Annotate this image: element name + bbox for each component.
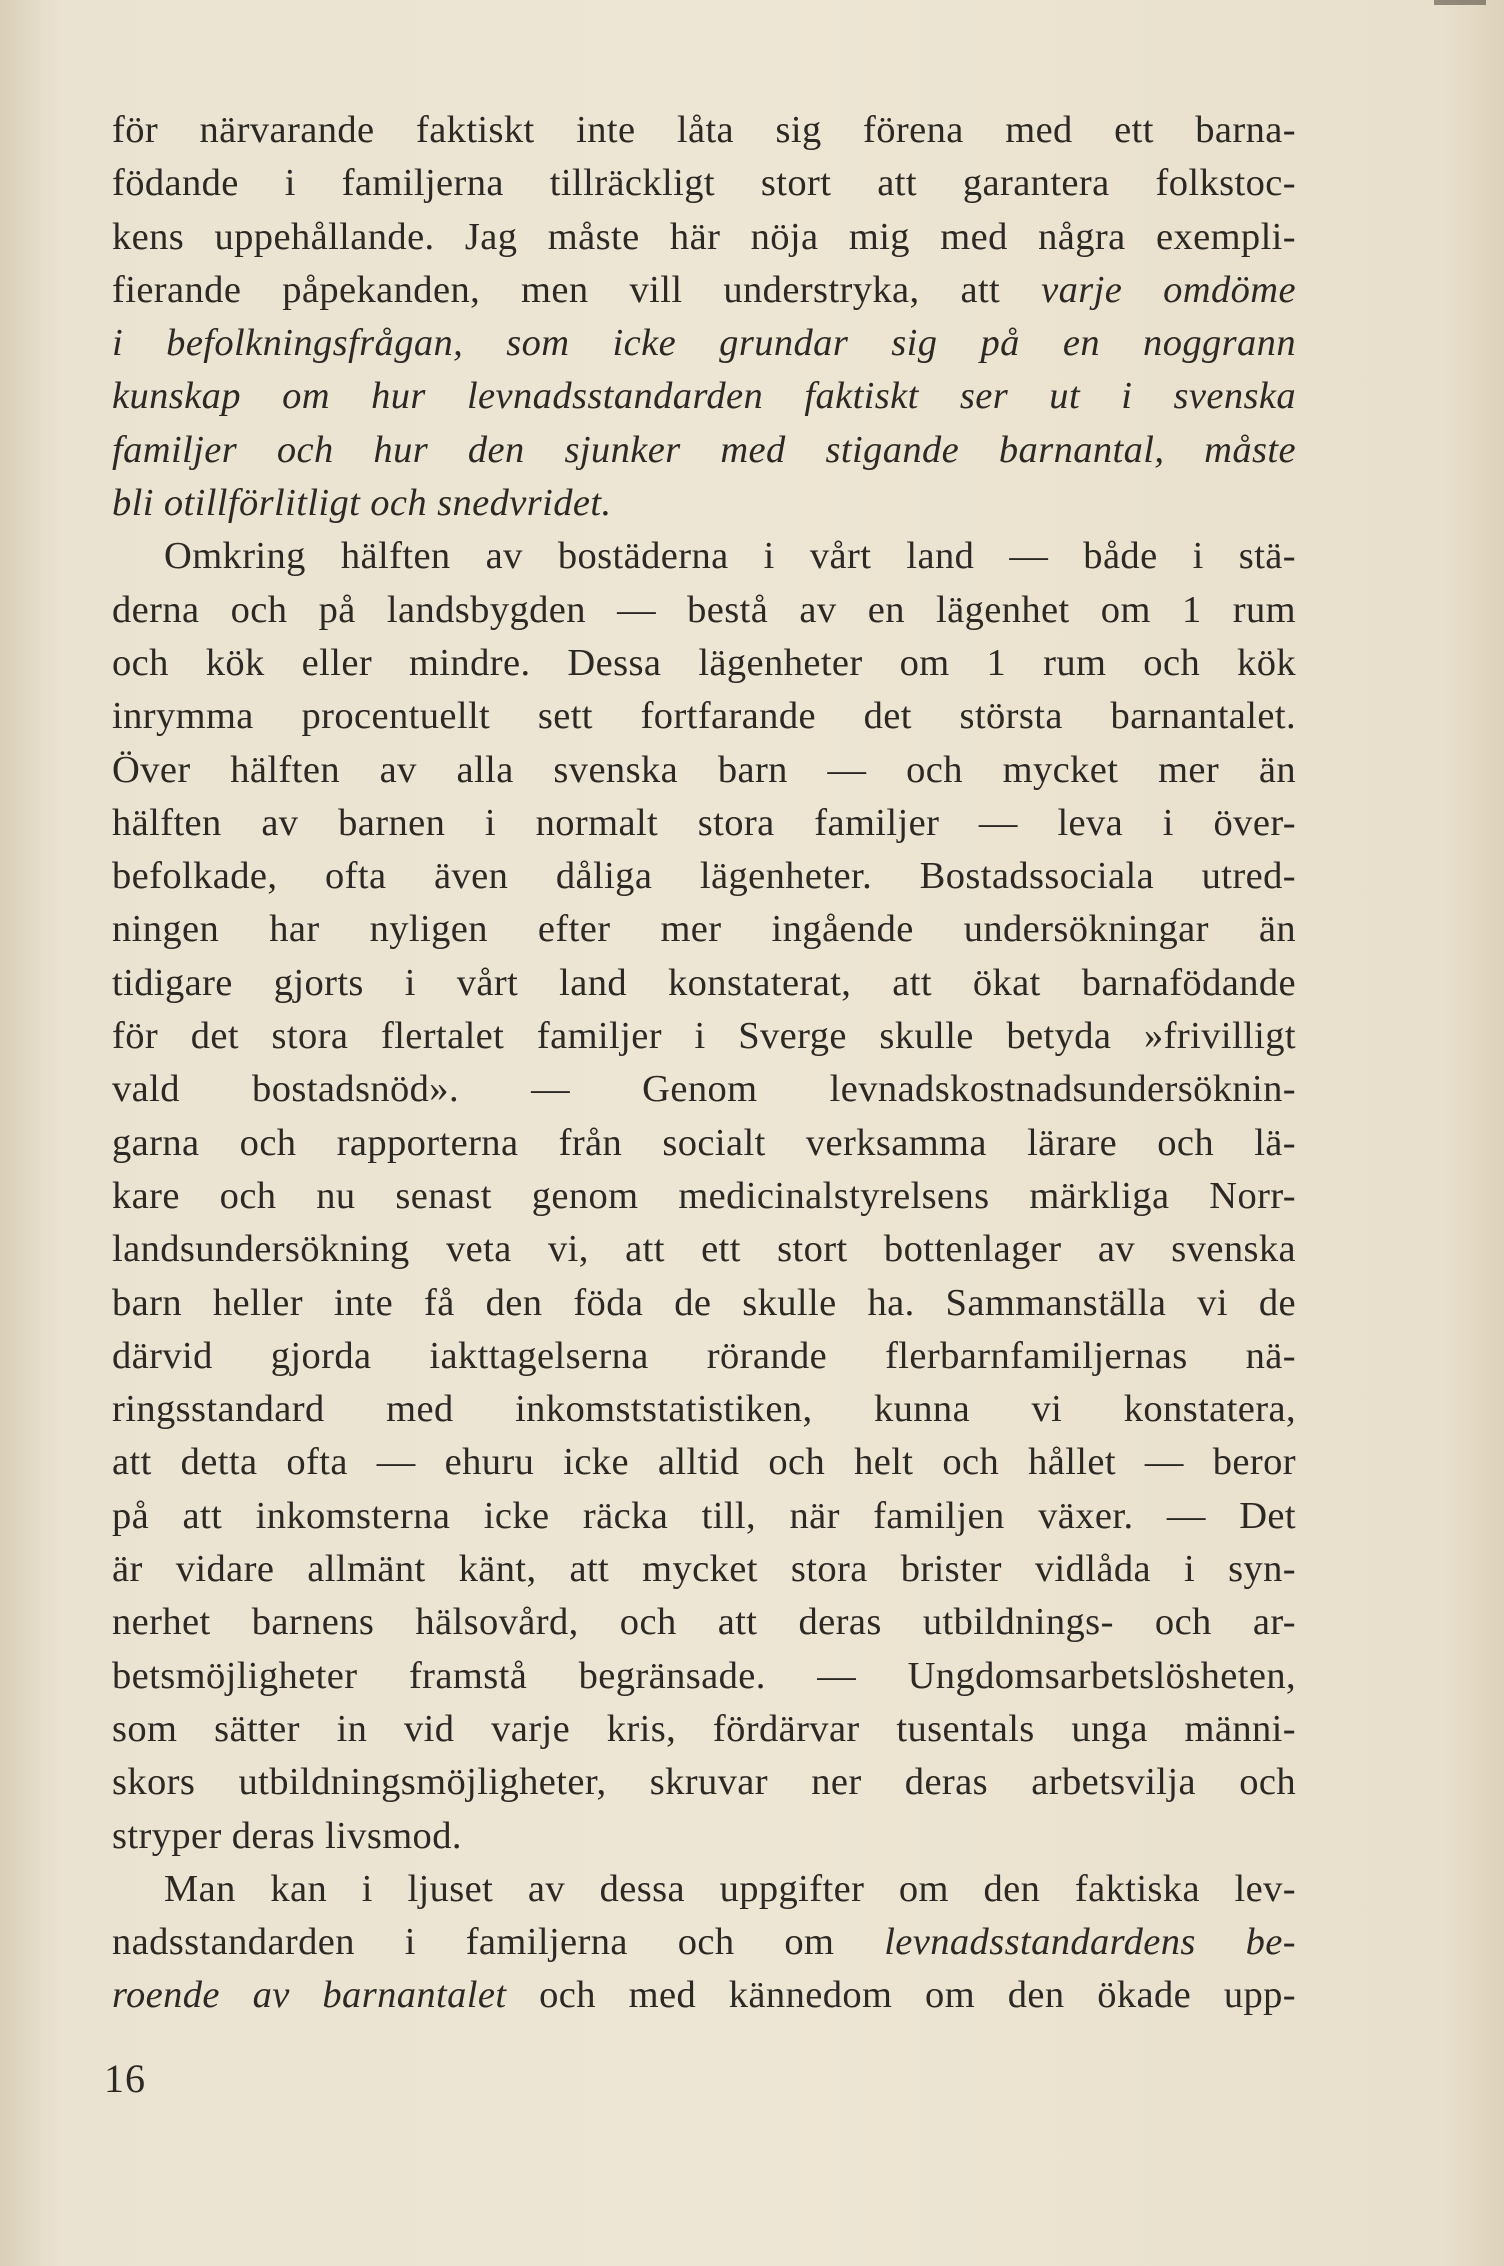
text-line: tidigare gjorts i vårt land konstaterat, att ökat barnafödande xyxy=(112,961,1296,1004)
text-line: och kök eller mindre. Dessa lägenheter om 1 rum och kök xyxy=(112,641,1296,684)
text-line: kens uppehållande. Jag måste här nöja mig med några exempli- xyxy=(112,215,1296,258)
text-line: kunskap om hur levnadsstandarden faktiskt ser ut i svenska xyxy=(112,375,1296,418)
text-line: kare och nu senast genom medicinalstyrelsens märkliga Norr- xyxy=(112,1174,1296,1217)
text-line: fierande påpekanden, men vill understryka, att varje omdöme xyxy=(112,268,1297,311)
text-line: Man kan i ljuset av dessa uppgifter om den faktiska lev- xyxy=(164,1867,1296,1910)
text-line: på att inkomsterna icke räcka till, när familjen växer. — Det xyxy=(112,1494,1296,1537)
text-line: skors utbildningsmöjligheter, skruvar ner deras arbetsvilja och xyxy=(112,1761,1296,1804)
body-text xyxy=(112,104,1296,2023)
text-line: hälften av barnen i normalt stora familjer — leva i över- xyxy=(112,801,1296,844)
text-line: inrymma procentuellt sett fortfarande det största barnantalet. xyxy=(112,695,1296,738)
text-line: bli otillförlitligt och snedvridet. xyxy=(112,482,612,525)
text-line: derna och på landsbygden — bestå av en lägenhet om 1 rum xyxy=(112,588,1296,631)
text-line: befolkade, ofta även dåliga lägenheter. Bostadssociala utred- xyxy=(112,855,1296,898)
text-line: Omkring hälften av bostäderna i vårt land — både i stä- xyxy=(164,535,1296,578)
text-line: födande i familjerna tillräckligt stort att garantera folkstoc- xyxy=(112,162,1296,205)
text-line: därvid gjorda iakttagelserna rörande flerbarnfamiljernas nä- xyxy=(112,1334,1296,1377)
page-corner-shadow xyxy=(1434,0,1486,5)
text-line: garna och rapporterna från socialt verksamma lärare och lä- xyxy=(112,1121,1296,1164)
text-line: nadsstandarden i familjerna och om levnadsstandardens be- xyxy=(112,1921,1296,1964)
text-line: för det stora flertalet familjer i Sverge skulle betyda »frivilligt xyxy=(112,1015,1296,1058)
text-line: att detta ofta — ehuru icke alltid och helt och hållet — beror xyxy=(112,1441,1296,1484)
text-line: ningen har nyligen efter mer ingående undersökningar än xyxy=(112,908,1296,951)
text-line: är vidare allmänt känt, att mycket stora brister vidlåda i syn- xyxy=(112,1548,1296,1591)
text-line: landsundersökning veta vi, att ett stort bottenlager av svenska xyxy=(112,1228,1296,1271)
text-line: i befolkningsfrågan, som icke grundar sig på en noggrann xyxy=(112,322,1296,365)
text-line: roende av barnantalet och med kännedom om den ökade upp- xyxy=(112,1974,1296,2017)
text-line: som sätter in vid varje kris, fördärvar tusentals unga männi- xyxy=(112,1707,1296,1750)
text-line: familjer och hur den sjunker med stigande barnantal, måste xyxy=(112,428,1296,471)
text-line: stryper deras livsmod. xyxy=(112,1814,462,1857)
text-line: betsmöjligheter framstå begränsade. — Ungdomsarbetslösheten, xyxy=(112,1654,1296,1697)
text-line: ringsstandard med inkomststatistiken, kunna vi konstatera, xyxy=(112,1388,1296,1431)
text-line: Över hälften av alla svenska barn — och mycket mer än xyxy=(112,748,1296,791)
text-line: barn heller inte få den föda de skulle ha. Sammanställa vi de xyxy=(112,1281,1296,1324)
text-line: för närvarande faktiskt inte låta sig förena med ett barna- xyxy=(112,109,1296,151)
text-line: nerhet barnens hälsovård, och att deras utbildnings- och ar- xyxy=(112,1601,1296,1644)
page-number: 16 xyxy=(104,2056,146,2101)
text-line: vald bostadsnöd». — Genom levnadskostnadsundersöknin- xyxy=(112,1068,1296,1111)
